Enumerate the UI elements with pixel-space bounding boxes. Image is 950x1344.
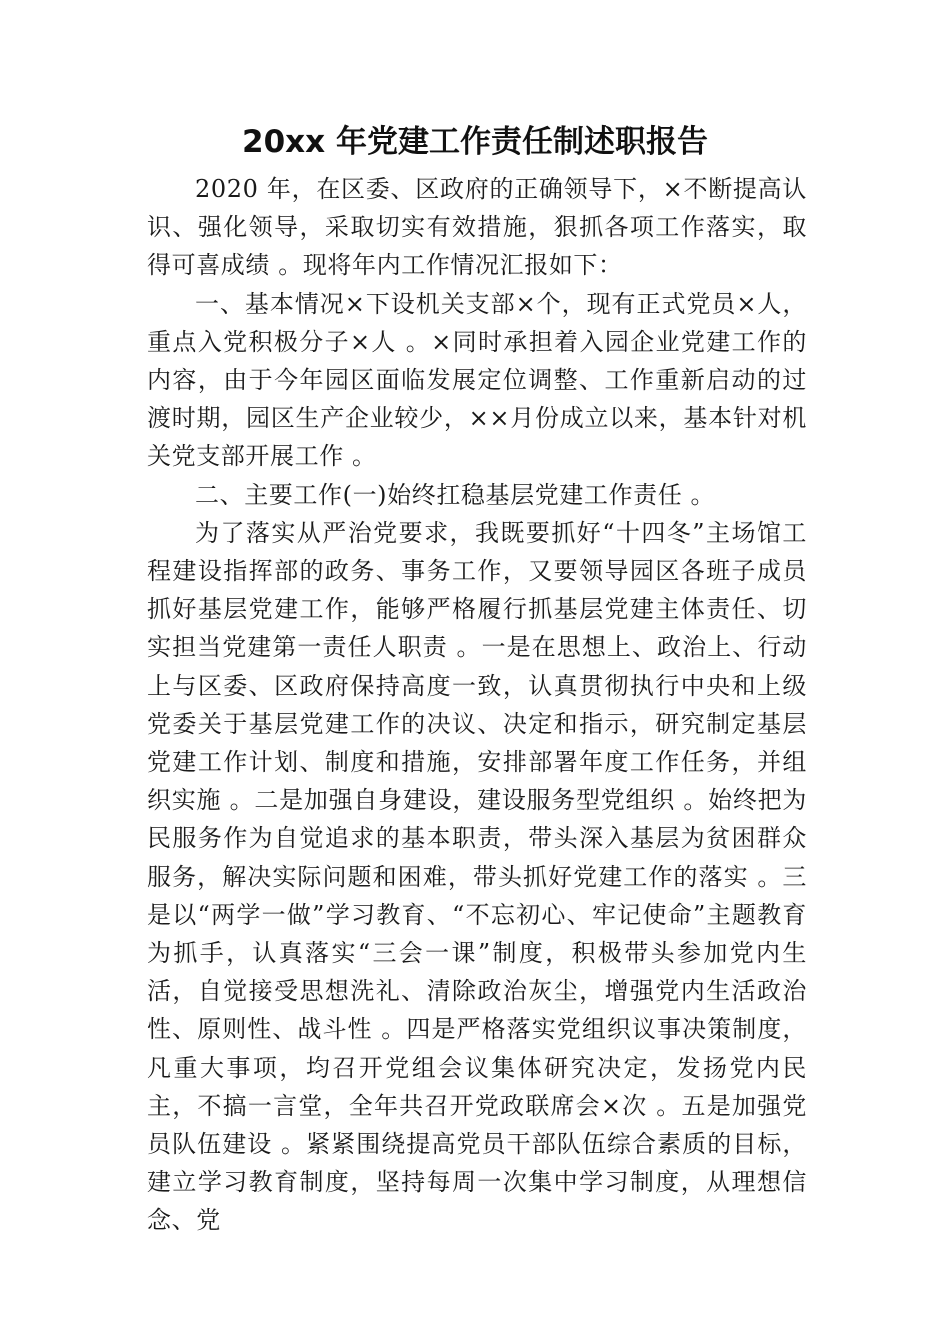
- paragraph-main-work-detail: 为了落实从严治党要求，我既要抓好“十四冬”主场馆工程建设指挥部的政务、事务工作，又要领导园区各班子成员抓好基层党建工作，能够严格履行抓基层党建主体责任、切实担当党建第一责任人职责 。一是在思想上、政治上、行动上与区委、区政府保持高度一致，认真贯彻执行中央和上级党委关于基层党建工作的决议、决定和指示，研究制定基层党建工作计划、制度和措施，安排部署年度工作任务，并组织实施 。二是加强自身建设，建设服务型党组织 。始终把为民服务作为自觉追求的基本职责，带头深入基层为贫困群众服务，解决实际问题和困难，带头抓好党建工作的落实 。三是以“两学一做”学习教育、“不忘初心、牢记使命”主题教育为抓手，认真落实“三会一课”制度，积极带头参加党内生活，自觉接受思想洗礼、清除政治灰尘，增强党内生活政治性、原则性、战斗性 。四是严格落实党组织议事决策制度，凡重大事项，均召开党组会议集体研究决定，发扬党内民主，不搞一言堂，全年共召开党政联席会×次 。五是加强党员队伍建设 。紧紧围绕提高党员干部队伍综合素质的目标，建立学习教育制度，坚持每周一次集中学习制度，从理想信念、党: [147, 518, 807, 1235]
- paragraph-intro: 2020 年，在区委、区政府的正确领导下，×不断提高认识、强化领导，采取切实有效措施，狠抓各项工作落实，取得可喜成绩 。现将年内工作情况汇报如下：: [147, 175, 807, 280]
- document-body: [147, 170, 807, 1240]
- paragraph-main-work-heading: 二、主要工作(一)始终扛稳基层党建工作责任 。: [195, 480, 716, 509]
- paragraph-basic-situation: 一、基本情况×下设机关支部×个，现有正式党员×人，重点入党积极分子×人 。×同时承担着入园企业党建工作的内容，由于今年园区面临发展定位调整、工作重新启动的过渡时期，园区生产企业较少，××月份成立以来，基本针对机关党支部开展工作 。: [147, 289, 807, 471]
- document-title: 20xx 年党建工作责任制述职报告: [242, 124, 708, 160]
